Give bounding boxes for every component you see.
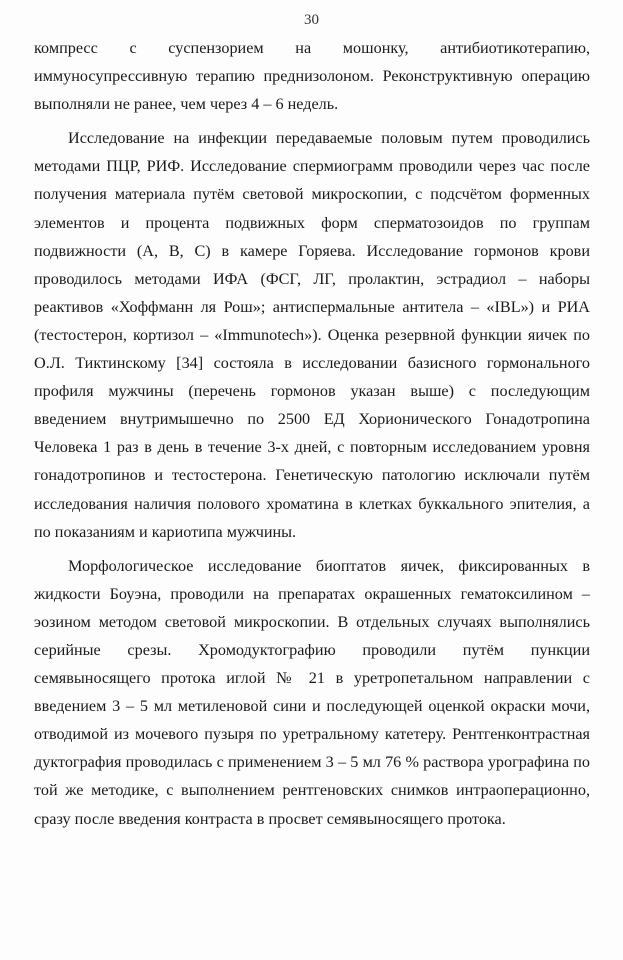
paragraph-1: компресс с суспензорием на мошонку, антибиотикотерапию, иммуносупрессивную терапию преднизолоном. Реконструктивную операцию выполняли не ранее, чем через 4 – 6 недель. <box>34 39 590 114</box>
paragraph-2: Исследование на инфекции передаваемые половым путем проводились методами ПЦР, РИФ. Исследование спермиограмм проводили через час после получения материала путём световой микроскопии, с подсчётом форменных элементов и процента подвижных форм сперматозоидов по группам подвижности (А, В, С) в камере Горяева. Исследование гормонов крови проводилось методами ИФА (ФСГ, ЛГ, пролактин, эстрадиол – наборы реактивов «Хоффманн ля Рош»; антиспермальные антитела – «IBL») и РИА (тестостерон, кортизол – «Immunotech»). Оценка резервной функции яичек по О.Л. Тиктинскому [34] состояла в исследовании базисного гормонального профиля мужчины (перечень гормонов указан выше) с последующим введением внутримышечно по 2500 ЕД Хорионического Гонадотропина Человека 1 раз в день в течение 3-х дней, с повторным исследованием уровня гонадотропинов и тестостерона. Генетическую патологию исключали путём исследования наличия полового хроматина в клетках буккального эпителия, а по показаниям и кариотипа мужчины. <box>34 129 590 541</box>
page-number: 30 <box>304 12 319 28</box>
body-text <box>34 34 590 839</box>
paragraph-3: Морфологическое исследование биоптатов яичек, фиксированных в жидкости Боуэна, проводили на препаратах окрашенных гематоксилином – эозином методом световой микроскопии. В отдельных случаях выполнялись серийные срезы. Хромодуктографию проводили путём пункции семявыносящего протока иглой № 21 в уретропетальном направлении с введением 3 – 5 мл метиленовой сини и последующей оценкой окраски мочи, отводимой из мочевого пузыря по уретральному катетеру. Рентгенконтрастная дуктография проводилась с применением 3 – 5 мл 76 % раствора урографина по той же методике, с выполнением рентгеновских снимков интраоперационно, сразу после введения контраста в просвет семявыносящего протока. <box>34 556 590 828</box>
